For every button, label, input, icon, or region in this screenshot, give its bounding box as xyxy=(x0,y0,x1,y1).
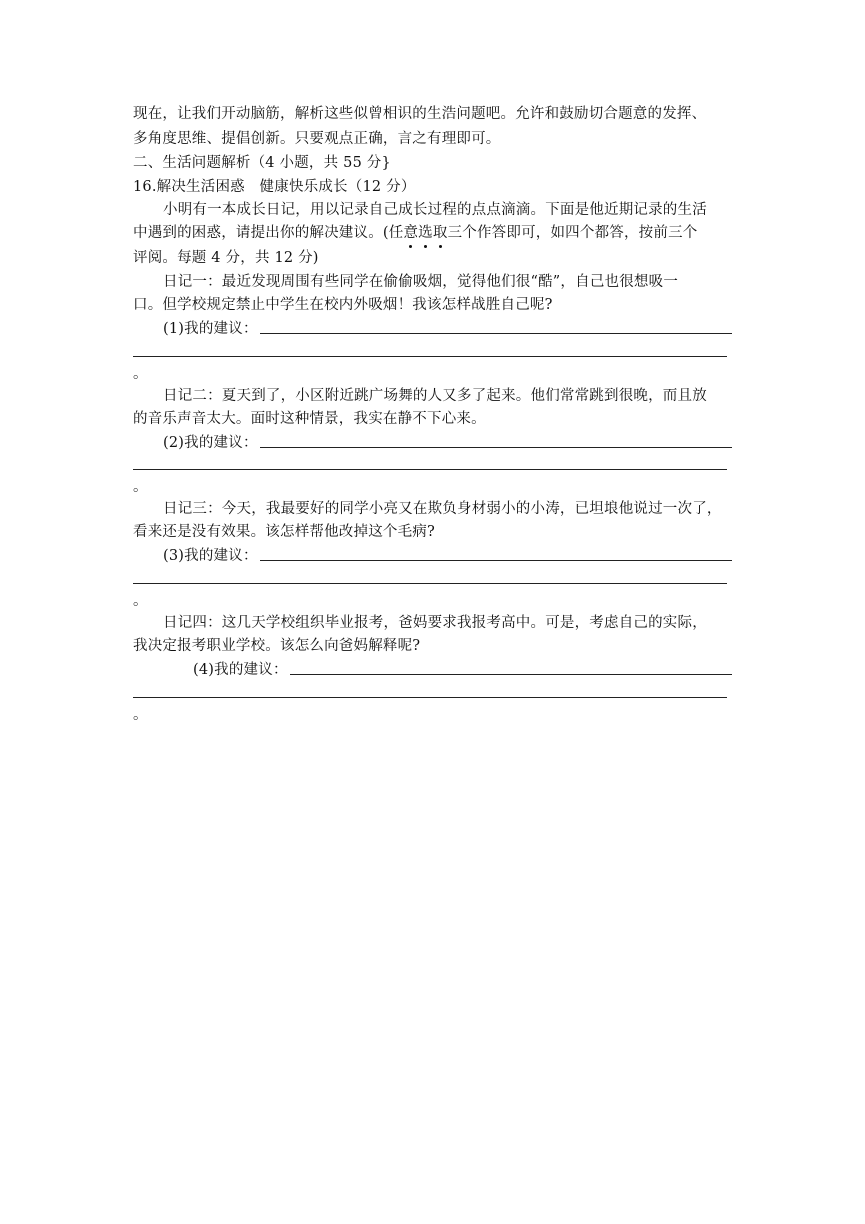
suggestion-3-end: 。 xyxy=(133,593,148,609)
question-intro-line-2-start: 中遇到的困惑，请提出你的解决建议。(任 xyxy=(133,225,404,241)
diary-1-line-1: 日记一：最近发现周围有些同学在偷偷吸烟，觉得他们很“酷”，自己也很想吸一 xyxy=(163,274,679,290)
emphasis-char: 取 xyxy=(432,225,448,241)
section-heading: 二、生活问题解析（4 小题，共 55 分} xyxy=(133,155,391,171)
suggestion-4-end: 。 xyxy=(133,707,148,723)
emphasis-char: 意 xyxy=(403,225,419,241)
question-intro-line-2-end: 三个作答即可，如四个都答，按前三个 xyxy=(447,225,698,241)
suggestion-4-label: (4)我的建议： xyxy=(193,662,288,678)
diary-4-line-2: 我决定报考职业学校。该怎么向爸妈解释呢? xyxy=(133,638,421,654)
suggestion-1-blank-line-2[interactable] xyxy=(133,356,727,357)
suggestion-2-label: (2)我的建议： xyxy=(163,435,258,451)
emphasis-char: 选 xyxy=(418,225,433,241)
question-intro-line-3: 评阅。每题 4 分，共 12 分) xyxy=(133,250,319,266)
suggestion-2-blank[interactable] xyxy=(260,447,732,448)
suggestion-4-blank[interactable] xyxy=(290,674,732,675)
diary-2-line-1: 日记二：夏天到了，小区附近跳广场舞的人又多了起来。他们常常跳到很晚，而且放 xyxy=(163,388,707,404)
diary-3-line-2: 看来还是没有效果。该怎样帮他改掉这个毛病? xyxy=(133,524,435,540)
suggestion-3-blank[interactable] xyxy=(260,560,732,561)
intro-line-2: 多角度思维、提倡创新。只要观点正确，言之有理即可。 xyxy=(133,131,501,147)
suggestion-2-end: 。 xyxy=(133,479,148,495)
diary-2-line-2: 的音乐声音太大。面时这种情景，我实在静不下心来。 xyxy=(133,411,486,427)
suggestion-1-end: 。 xyxy=(133,366,148,382)
diary-1-line-2: 口。但学校规定禁止中学生在校内外吸烟！我该怎样战胜自己呢? xyxy=(133,297,553,313)
question-intro-line-1: 小明有一本成长日记，用以记录自己成长过程的点点滴滴。下面是他近期记录的生活 xyxy=(163,202,707,218)
suggestion-1-label: (1)我的建议： xyxy=(163,321,258,337)
suggestion-2-blank-line-2[interactable] xyxy=(133,469,727,470)
suggestion-1-blank[interactable] xyxy=(260,333,732,334)
suggestion-4-blank-line-2[interactable] xyxy=(133,697,727,698)
intro-line-1: 现在，让我们开动脑筋，解析这些似曾相识的生浩问题吧。允许和鼓励切合题意的发挥、 xyxy=(133,106,707,122)
question-title: 16.解决生活困惑 健康快乐成长（12 分） xyxy=(133,179,416,195)
suggestion-3-label: (3)我的建议： xyxy=(163,548,258,564)
question-intro-line-2 xyxy=(133,223,697,243)
suggestion-3-blank-line-2[interactable] xyxy=(133,583,727,584)
diary-3-line-1: 日记三：今天，我最要好的同学小亮又在欺负身材弱小的小涛，已坦埌他说过一次了， xyxy=(163,501,722,517)
diary-4-line-1: 日记四：这几天学校组织毕业报考，爸妈要求我报考高中。可是，考虑自己的实际， xyxy=(163,615,707,631)
